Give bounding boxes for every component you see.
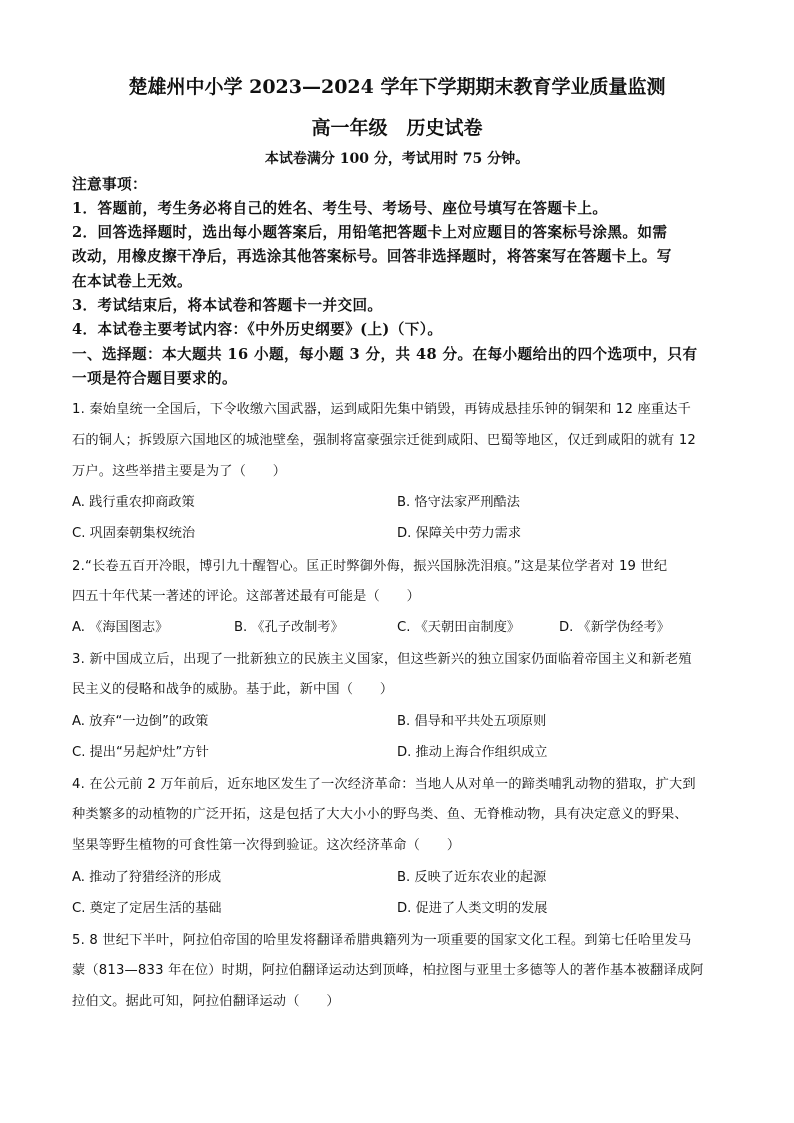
- notes-heading: 注意事项：: [72, 176, 147, 193]
- exam-subtitle: 高一年级 历史试卷: [311, 117, 483, 139]
- question-3-text: 3. 新中国成立后，出现了一批新独立的民族主义国家，但这些新兴的独立国家仍面临着帝国主义和新老殖: [72, 652, 692, 667]
- exam-title: 楚雄州中小学 2023—2024 学年下学期期末教育学业质量监测: [128, 76, 666, 98]
- question-3-text: 民主义的侵略和战争的威胁。基于此，新中国（ ）: [72, 682, 394, 697]
- note-line: 3．考试结束后，将本试卷和答题卡一并交回。: [72, 297, 383, 314]
- section-heading-cont: 一项是符合题目要求的。: [72, 370, 237, 387]
- question-2-text: 四五十年代某一著述的评论。这部著述最有可能是（ ）: [72, 589, 421, 604]
- question-2-text: 2.“长卷五百开冷眼，博引九十醒智心。匡正时弊御外侮，振兴国脉洗泪痕。”这是某位学者对 19 世纪: [72, 559, 668, 574]
- section-heading: 一、选择题：本大题共 16 小题，每小题 3 分，共 48 分。在每小题给出的四个选项中，只有: [72, 346, 698, 363]
- question-4-option-b: B. 反映了近东农业的起源: [397, 870, 547, 885]
- note-line: 4．本试卷主要考试内容：《中外历史纲要》(上)（下）。: [72, 321, 443, 338]
- question-2-option-d: D. 《新学伪经考》: [559, 620, 670, 635]
- question-5-text: 蒙（813—833 年在位）时期，阿拉伯翻译运动达到顶峰，柏拉图与亚里士多德等人的著作基本被翻译成阿: [72, 963, 704, 978]
- note-line: 2．回答选择题时，选出每小题答案后，用铅笔把答题卡上对应题目的答案标号涂黑。如需: [72, 224, 668, 241]
- question-3-option-a: A. 放弃“一边倒”的政策: [72, 714, 209, 729]
- question-4-text: 坚果等野生植物的可食性第一次得到验证。这次经济革命（ ）: [72, 838, 461, 853]
- question-4-text: 种类繁多的动植物的广泛开拓，这是包括了大大小小的野鸟类、鱼、无脊椎动物，具有决定意义的野果、: [72, 807, 688, 822]
- score-info: 本试卷满分 100 分，考试用时 75 分钟。: [264, 151, 530, 167]
- question-5-text: 拉伯文。据此可知，阿拉伯翻译运动（ ）: [72, 994, 340, 1009]
- question-2-option-a: A. 《海国图志》: [72, 620, 169, 635]
- question-2-option-c: C. 《天朝田亩制度》: [397, 620, 521, 635]
- note-line: 在本试卷上无效。: [72, 273, 192, 290]
- note-line: 1．答题前，考生务必将自己的姓名、考生号、考场号、座位号填写在答题卡上。: [72, 200, 608, 217]
- question-4-option-a: A. 推动了狩猎经济的形成: [72, 870, 222, 885]
- question-4-text: 4. 在公元前 2 万年前后，近东地区发生了一次经济革命：当地人从对单一的蹄类哺乳动物的猎取，扩大到: [72, 777, 696, 792]
- question-1-option-c: C. 巩固秦朝集权统治: [72, 526, 196, 541]
- question-2-option-b: B. 《孔子改制考》: [234, 620, 344, 635]
- question-1-text: 万户。这些举措主要是为了（ ）: [72, 464, 287, 479]
- note-line: 改动，用橡皮擦干净后，再选涂其他答案标号。回答非选择题时，将答案写在答题卡上。写: [72, 248, 672, 265]
- question-1-option-a: A. 践行重农抑商政策: [72, 495, 195, 510]
- question-1-text: 1. 秦始皇统一全国后，下令收缴六国武器，运到咸阳先集中销毁，再铸成悬挂乐钟的铜架和 12 座重达千: [72, 402, 691, 417]
- question-3-option-c: C. 提出“另起炉灶”方针: [72, 745, 209, 760]
- question-3-option-d: D. 推动上海合作组织成立: [397, 745, 548, 760]
- question-1-option-d: D. 保障关中劳力需求: [397, 526, 522, 541]
- question-5-text: 5. 8 世纪下半叶，阿拉伯帝国的哈里发将翻译希腊典籍列为一项重要的国家文化工程。到第七任哈里发马: [72, 933, 692, 948]
- question-4-option-d: D. 促进了人类文明的发展: [397, 901, 548, 916]
- question-4-option-c: C. 奠定了定居生活的基础: [72, 901, 222, 916]
- question-1-text: 石的铜人；拆毁原六国地区的城池壁垒，强制将富豪强宗迁徙到咸阳、巴蜀等地区，仅迁到咸阳的就有 12: [72, 433, 697, 448]
- question-1-option-b: B. 恪守法家严刑酷法: [397, 495, 520, 510]
- question-3-option-b: B. 倡导和平共处五项原则: [397, 714, 547, 729]
